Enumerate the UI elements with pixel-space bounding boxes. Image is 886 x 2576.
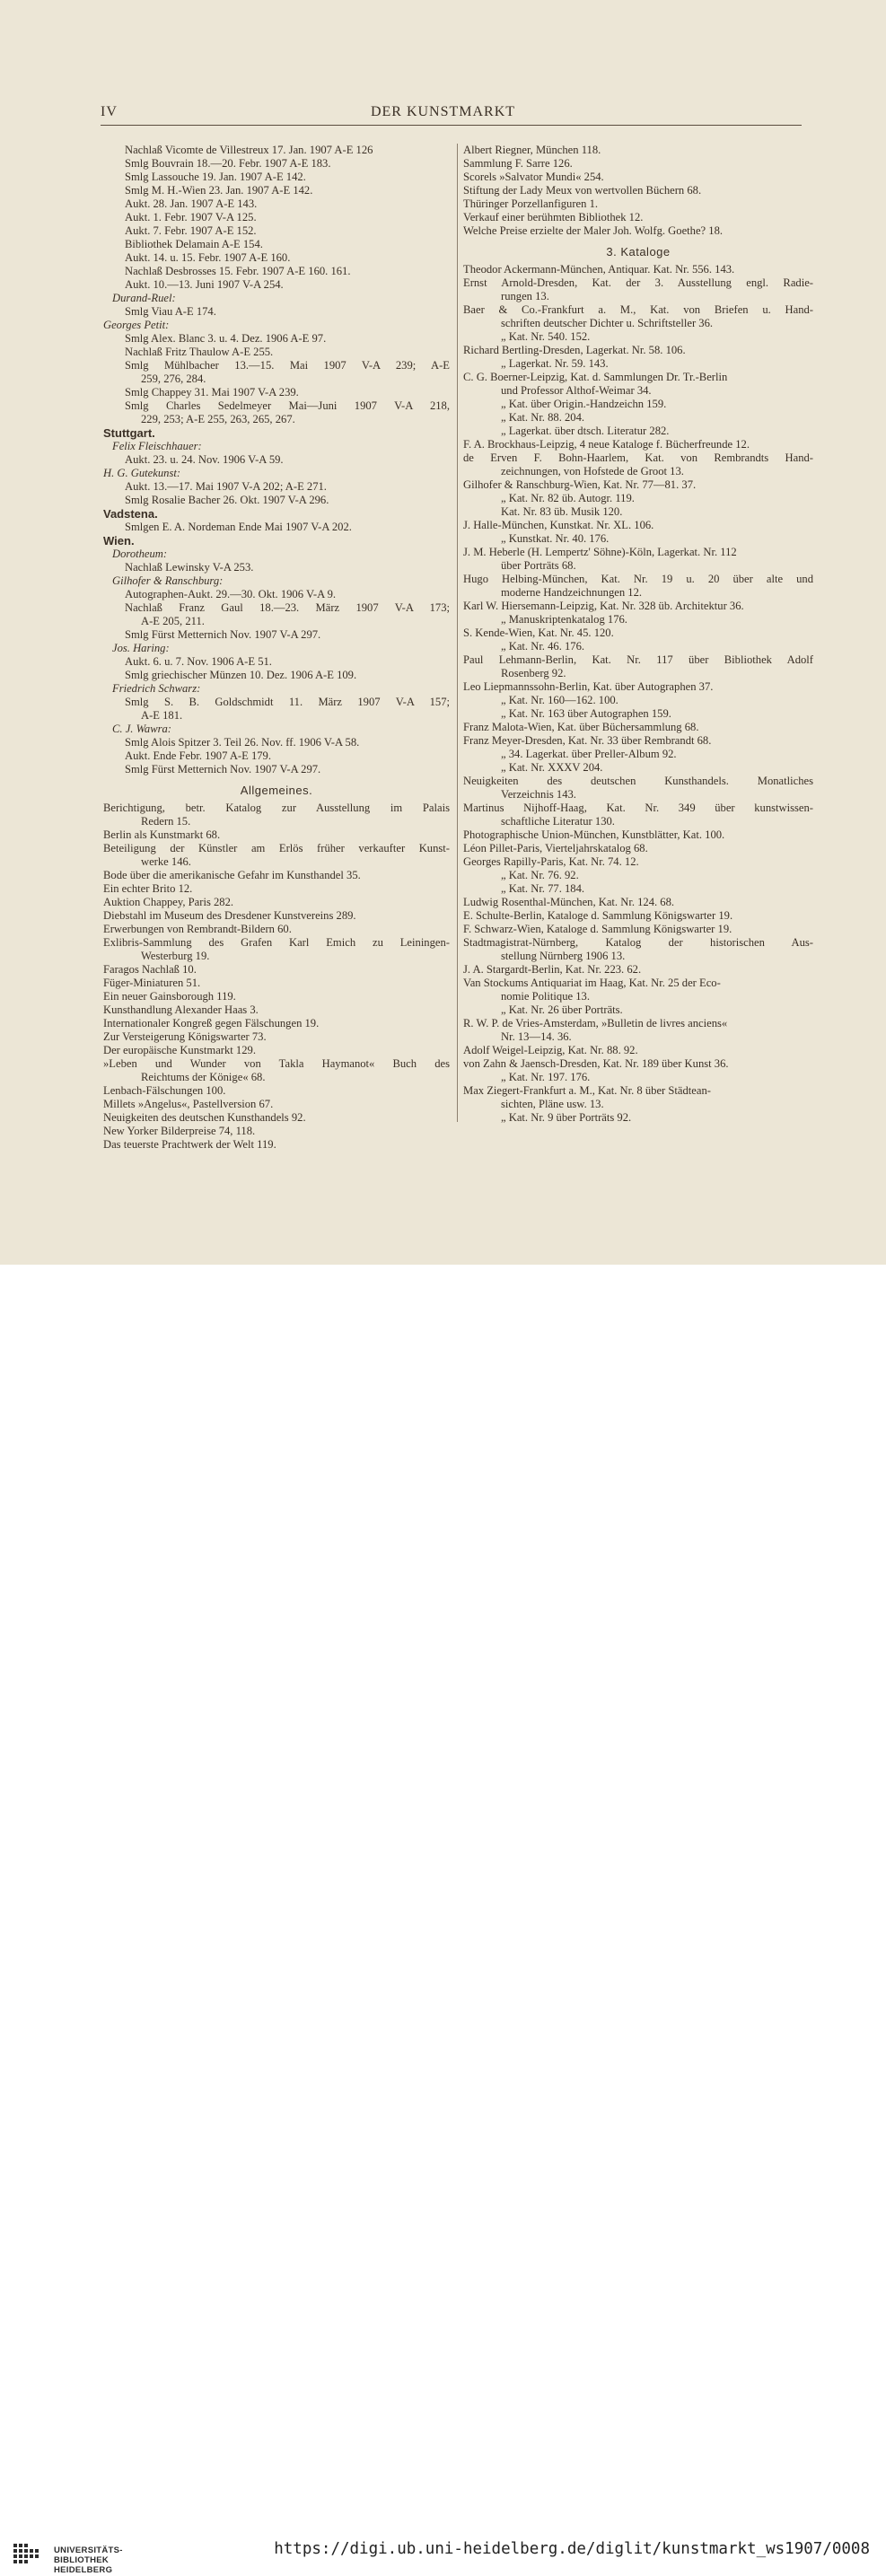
viewer-footer (0, 1265, 886, 2575)
index-line: J. Halle-München, Kunstkat. Nr. XL. 106. (463, 519, 654, 531)
index-line: Smlg Lassouche 19. Jan. 1907 A-E 142. (125, 171, 306, 183)
library-name-line: BIBLIOTHEK (54, 2555, 110, 2565)
index-line: Jos. Haring: (112, 642, 170, 654)
index-line: Nachlaß Fritz Thaulow A-E 255. (125, 346, 274, 358)
section-heading: Allgemeines. (240, 784, 313, 797)
index-line: Verkauf einer berühmten Bibliothek 12. (463, 211, 644, 223)
index-line: Georges Rapilly-Paris, Kat. Nr. 74. 12. (463, 855, 639, 868)
index-line: Georges Petit: (103, 319, 170, 331)
index-line: „ Manuskriptenkatalog 176. (501, 613, 627, 626)
index-line: Durand-Ruel: (112, 292, 176, 304)
index-line: Max Ziegert-Frankfurt a. M., Kat. Nr. 8 über Städtean- (463, 1084, 711, 1097)
index-line: „ Kat. Nr. 88. 204. (501, 411, 585, 424)
index-line: „ Kat. Nr. 82 üb. Autogr. 119. (501, 492, 635, 504)
index-line: „ Kat. Nr. 9 über Porträts 92. (501, 1111, 632, 1124)
index-line: Smlg Fürst Metternich Nov. 1907 V-A 297. (125, 763, 321, 775)
index-line: Thüringer Porzellanfiguren 1. (463, 197, 599, 210)
index-line: Aukt. 1. Febr. 1907 V-A 125. (125, 211, 257, 223)
index-line: 259, 276, 284. (141, 372, 206, 385)
index-line: Berichtigung, betr. Katalog zur Ausstellung im Palais (103, 802, 450, 814)
index-line: de Erven F. Bohn-Haarlem, Kat. von Rembrandts Hand- (463, 451, 813, 464)
university-library-logo-icon (12, 2540, 48, 2576)
index-line: „ Kat. Nr. 46. 176. (501, 640, 585, 653)
index-line: Sammlung F. Sarre 126. (463, 157, 573, 170)
index-line: Aukt. 7. Febr. 1907 A-E 152. (125, 224, 257, 237)
index-line: Smlg Rosalie Bacher 26. Okt. 1907 V-A 296. (125, 494, 329, 506)
scanned-page (0, 0, 886, 1265)
index-line: Léon Pillet-Paris, Vierteljahrskatalog 68. (463, 842, 648, 854)
index-line: Neuigkeiten des deutschen Kunsthandels. Monatliches (463, 775, 813, 787)
index-line: H. G. Gutekunst: (103, 467, 181, 479)
index-line: Lenbach-Fälschungen 100. (103, 1084, 226, 1097)
index-line: »Leben und Wunder von Takla Haymanot« Buch des (103, 1057, 450, 1070)
section-heading: 3. Kataloge (606, 245, 671, 258)
index-line: Smlg Mühlbacher 13.—15. Mai 1907 V-A 239; A-E (125, 359, 450, 372)
index-line: rungen 13. (501, 290, 549, 302)
index-line: 229, 253; A-E 255, 263, 265, 267. (141, 413, 295, 425)
index-line: Erwerbungen von Rembrandt-Bildern 60. (103, 923, 292, 935)
library-name (54, 2545, 123, 2575)
index-line: Richard Bertling-Dresden, Lagerkat. Nr. 58. 106. (463, 344, 686, 356)
index-line: Adolf Weigel-Leipzig, Kat. Nr. 88. 92. (463, 1044, 638, 1056)
index-line: Millets »Angelus«, Pastellversion 67. (103, 1098, 274, 1110)
index-line: Martinus Nijhoff-Haag, Kat. Nr. 349 über kunstwissen- (463, 802, 813, 814)
index-line: von Zahn & Jaensch-Dresden, Kat. Nr. 189 über Kunst 36. (463, 1057, 729, 1070)
index-line: „ Kat. über Origin.-Handzeichn 159. (501, 398, 667, 410)
index-line: Bibliothek Delamain A-E 154. (125, 238, 263, 250)
index-line: Das teuerste Prachtwerk der Welt 119. (103, 1138, 276, 1151)
index-line: Berlin als Kunstmarkt 68. (103, 828, 221, 841)
index-line: „ 34. Lagerkat. über Preller-Album 92. (501, 748, 677, 760)
index-line: Smlg griechischer Münzen 10. Dez. 1906 A-E 109. (125, 669, 357, 681)
index-line: „ Kat. Nr. 77. 184. (501, 882, 585, 895)
index-line: Gilhofer & Ranschburg: (112, 574, 224, 587)
index-line: S. Kende-Wien, Kat. Nr. 45. 120. (463, 626, 614, 639)
index-line: „ Kat. Nr. 197. 176. (501, 1071, 591, 1083)
index-line: A-E 205, 211. (141, 615, 205, 627)
page-number: IV (101, 104, 118, 119)
index-line: Photographische Union-München, Kunstblätter, Kat. 100. (463, 828, 725, 841)
index-line: werke 146. (141, 855, 191, 868)
index-line: F. Schwarz-Wien, Kataloge d. Sammlung Königswarter 19. (463, 923, 732, 935)
index-line: Diebstahl im Museum des Dresdener Kunstvereins 289. (103, 909, 356, 922)
index-line: Hugo Helbing-München, Kat. Nr. 19 u. 20 über alte und (463, 573, 813, 585)
index-line: sichten, Pläne usw. 13. (501, 1098, 604, 1110)
index-line: Aukt. 23. u. 24. Nov. 1906 V-A 59. (125, 453, 284, 466)
index-line: Aukt. 6. u. 7. Nov. 1906 A-E 51. (125, 655, 272, 668)
index-line: Aukt. 10.—13. Juni 1907 V-A 254. (125, 278, 284, 291)
index-line: Nachlaß Franz Gaul 18.—23. März 1907 V-A 173; (125, 601, 450, 614)
index-line: Der europäische Kunstmarkt 129. (103, 1044, 256, 1056)
index-line: J. A. Stargardt-Berlin, Kat. Nr. 223. 62. (463, 963, 642, 976)
index-line: Internationaler Kongreß gegen Fälschungen 19. (103, 1017, 320, 1030)
index-line: Exlibris-Sammlung des Grafen Karl Emich zu Leiningen- (103, 936, 450, 949)
library-name-line: HEIDELBERG (54, 2565, 113, 2575)
index-line: „ Kat. Nr. XXXV 204. (501, 761, 603, 774)
index-line: R. W. P. de Vries-Amsterdam, »Bulletin de livres anciens« (463, 1017, 728, 1030)
index-line: „ Kat. Nr. 26 über Porträts. (501, 1003, 623, 1016)
city-heading: Stuttgart. (103, 426, 155, 440)
index-line: Füger-Miniaturen 51. (103, 977, 201, 989)
index-line: „ Kat. Nr. 540. 152. (501, 330, 591, 343)
index-line: Aukt. 13.—17. Mai 1907 V-A 202; A-E 271. (125, 480, 327, 493)
index-line: Smlgen E. A. Nordeman Ende Mai 1907 V-A 202. (125, 521, 352, 533)
index-line: Verzeichnis 143. (501, 788, 576, 801)
index-line: Baer & Co.-Frankfurt a. M., Kat. von Briefen u. Hand- (463, 303, 813, 316)
header-rule (101, 125, 802, 126)
index-line: Neuigkeiten des deutschen Kunsthandels 92. (103, 1111, 306, 1124)
index-line: Aukt. Ende Febr. 1907 A-E 179. (125, 749, 272, 762)
index-line: Smlg Chappey 31. Mai 1907 V-A 239. (125, 386, 299, 399)
index-line: Kunsthandlung Alexander Haas 3. (103, 1003, 259, 1016)
index-line: Zur Versteigerung Königswarter 73. (103, 1030, 267, 1043)
index-line: „ Kat. Nr. 160—162. 100. (501, 694, 618, 706)
index-line: Smlg Charles Sedelmeyer Mai—Juni 1907 V-A 218, (125, 399, 450, 412)
index-line: Smlg S. B. Goldschmidt 11. März 1907 V-A 157; (125, 696, 450, 708)
index-line: C. J. Wawra: (112, 723, 172, 735)
index-line: Smlg Viau A-E 174. (125, 305, 216, 318)
index-line: Van Stockums Antiquariat im Haag, Kat. Nr. 25 der Eco- (463, 977, 721, 989)
index-line: Smlg Alois Spitzer 3. Teil 26. Nov. ff. 1906 V-A 58. (125, 736, 360, 749)
index-line: Westerburg 19. (141, 950, 210, 962)
index-line: Aukt. 14. u. 15. Febr. 1907 A-E 160. (125, 251, 291, 264)
index-line: Smlg Fürst Metternich Nov. 1907 V-A 297. (125, 628, 321, 641)
index-line: „ Lagerkat. Nr. 59. 143. (501, 357, 609, 370)
index-line: Felix Fleischhauer: (112, 440, 202, 452)
index-line: Nr. 13—14. 36. (501, 1030, 572, 1043)
index-line: Smlg M. H.-Wien 23. Jan. 1907 A-E 142. (125, 184, 313, 197)
index-line: Ein echter Brito 12. (103, 882, 193, 895)
column-divider (457, 144, 458, 1122)
index-line: Aukt. 28. Jan. 1907 A-E 143. (125, 197, 258, 210)
right-column (463, 144, 813, 1125)
city-heading: Vadstena. (103, 507, 158, 521)
index-line: Nachlaß Lewinsky V-A 253. (125, 561, 254, 574)
index-line: A-E 181. (141, 709, 183, 722)
index-line: Stadtmagistrat-Nürnberg, Katalog der historischen Aus- (463, 936, 813, 949)
index-line: Paul Lehmann-Berlin, Kat. Nr. 117 über Bibliothek Adolf (463, 653, 813, 666)
index-line: zeichnungen, von Hofstede de Groot 13. (501, 465, 684, 478)
index-line: schriften deutscher Dichter u. Schriftsteller 36. (501, 317, 714, 329)
index-line: Smlg Bouvrain 18.—20. Febr. 1907 A-E 183. (125, 157, 331, 170)
index-line: Scorels »Salvator Mundi« 254. (463, 171, 604, 183)
index-line: J. M. Heberle (H. Lempertz' Söhne)-Köln, Lagerkat. Nr. 112 (463, 546, 737, 558)
index-line: Welche Preise erzielte der Maler Joh. Wolfg. Goethe? 18. (463, 224, 724, 237)
index-line: Autographen-Aukt. 29.—30. Okt. 1906 V-A 9. (125, 588, 337, 600)
index-line: Smlg Alex. Blanc 3. u. 4. Dez. 1906 A-E 97. (125, 332, 327, 345)
index-line: Ernst Arnold-Dresden, Kat. der 3. Ausstellung engl. Radie- (463, 276, 813, 289)
index-line: Rosenberg 92. (501, 667, 566, 679)
index-line: F. A. Brockhaus-Leipzig, 4 neue Kataloge f. Bücherfreunde 12. (463, 438, 750, 451)
index-line: Theodor Ackermann-München, Antiquar. Kat. Nr. 556. 143. (463, 263, 735, 276)
index-line: Auktion Chappey, Paris 282. (103, 896, 234, 908)
index-line: „ Kat. Nr. 163 über Autographen 159. (501, 707, 671, 720)
index-line: Albert Riegner, München 118. (463, 144, 601, 156)
permalink-url[interactable]: https://digi.ub.uni-heidelberg.de/diglit/kunstmarkt_ws1907/0008 (274, 2540, 870, 2558)
index-line: Franz Malota-Wien, Kat. über Büchersammlung 68. (463, 721, 699, 733)
index-line: „ Kunstkat. Nr. 40. 176. (501, 532, 610, 545)
index-line: und Professor Althof-Weimar 34. (501, 384, 652, 397)
library-name-line: UNIVERSITÄTS- (54, 2545, 123, 2555)
running-title: DER KUNSTMARKT (370, 104, 516, 119)
index-line: Karl W. Hiersemann-Leipzig, Kat. Nr. 328 üb. Architektur 36. (463, 600, 744, 612)
index-line: Reichtums der Könige« 68. (141, 1071, 266, 1083)
index-line: Leo Liepmannssohn-Berlin, Kat. über Autographen 37. (463, 680, 714, 693)
index-line: Redern 15. (141, 815, 191, 828)
index-line: C. G. Boerner-Leipzig, Kat. d. Sammlungen Dr. Tr.-Berlin (463, 371, 728, 383)
index-line: Friedrich Schwarz: (112, 682, 201, 695)
index-line: schaftliche Literatur 130. (501, 815, 615, 828)
index-line: Stiftung der Lady Meux von wertvollen Büchern 68. (463, 184, 702, 197)
index-line: moderne Handzeichnungen 12. (501, 586, 643, 599)
index-line: E. Schulte-Berlin, Kataloge d. Sammlung Königswarter 19. (463, 909, 733, 922)
index-line: Ludwig Rosenthal-München, Kat. Nr. 124. 68. (463, 896, 675, 908)
index-line: nomie Politique 13. (501, 990, 590, 1003)
left-column (103, 144, 450, 1152)
city-heading: Wien. (103, 534, 135, 548)
index-line: New Yorker Bilderpreise 74, 118. (103, 1125, 256, 1137)
index-line: Nachlaß Desbrosses 15. Febr. 1907 A-E 160. 161. (125, 265, 351, 277)
index-line: Kat. Nr. 83 üb. Musik 120. (501, 505, 623, 518)
index-line: „ Kat. Nr. 76. 92. (501, 869, 579, 881)
index-line: Dorotheum: (112, 548, 168, 560)
index-line: Gilhofer & Ranschburg-Wien, Kat. Nr. 77—81. 37. (463, 478, 697, 491)
index-line: stellung Nürnberg 1906 13. (501, 950, 626, 962)
index-line: Bode über die amerikanische Gefahr im Kunsthandel 35. (103, 869, 361, 881)
index-line: Nachlaß Vicomte de Villestreux 17. Jan. 1907 A-E 126 (125, 144, 373, 156)
index-line: Franz Meyer-Dresden, Kat. Nr. 33 über Rembrandt 68. (463, 734, 712, 747)
index-line: Beteiligung der Künstler am Erlös früher verkaufter Kunst- (103, 842, 450, 854)
index-line: „ Lagerkat. über dtsch. Literatur 282. (501, 425, 670, 437)
index-line: Ein neuer Gainsborough 119. (103, 990, 236, 1003)
index-line: über Porträts 68. (501, 559, 576, 572)
index-line: Faragos Nachlaß 10. (103, 963, 197, 976)
